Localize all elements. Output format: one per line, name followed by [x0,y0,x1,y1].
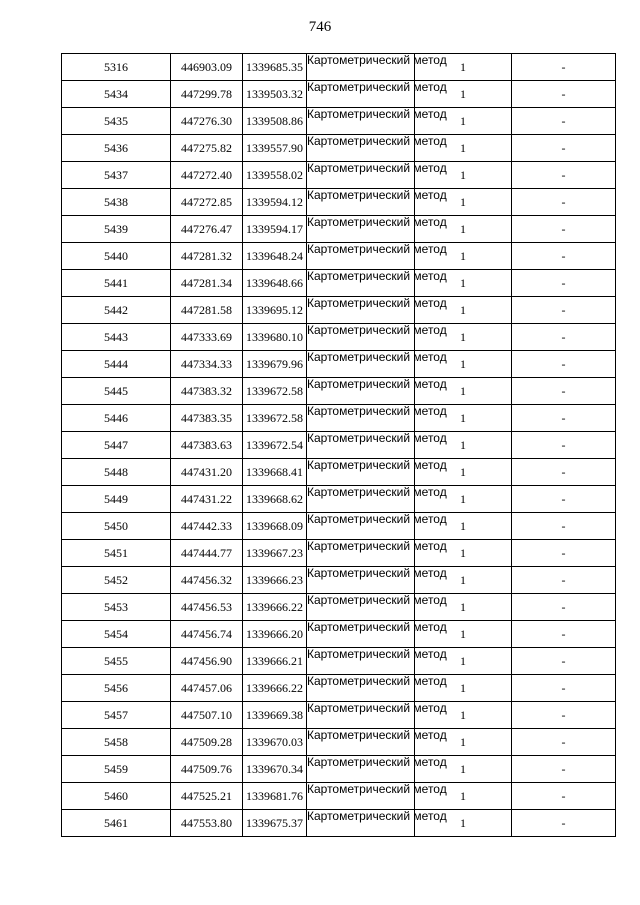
table-row [62,783,616,810]
accuracy-cell: 1 [415,675,512,702]
method-text: Картометрический метод [307,809,447,823]
method-cell [307,269,447,297]
table-row [62,135,616,162]
x-coordinate-cell: 447525.21 [171,783,243,810]
y-coordinate-cell: 1339666.22 [243,594,307,621]
y-coordinate-cell: 1339695.12 [243,297,307,324]
accuracy-cell: 1 [415,702,512,729]
table-row [62,54,616,81]
note-cell: - [512,675,616,702]
y-coordinate-cell: 1339666.20 [243,621,307,648]
point-id-cell: 5444 [62,351,171,378]
note-cell: - [512,108,616,135]
x-coordinate-cell: 447442.33 [171,513,243,540]
point-id-cell: 5439 [62,216,171,243]
accuracy-cell: 1 [415,216,512,243]
accuracy-cell: 1 [415,621,512,648]
method-text: Картометрический метод [307,188,447,202]
note-cell: - [512,351,616,378]
y-coordinate-cell: 1339667.23 [243,540,307,567]
method-text: Картометрический метод [307,323,447,337]
method-text: Картометрический метод [307,566,447,580]
y-coordinate-cell: 1339679.96 [243,351,307,378]
x-coordinate-cell: 447272.40 [171,162,243,189]
method-text: Картометрический метод [307,269,447,283]
point-id-cell: 5455 [62,648,171,675]
y-coordinate-cell: 1339670.03 [243,729,307,756]
method-cell [307,782,447,810]
note-cell: - [512,135,616,162]
x-coordinate-cell: 447281.34 [171,270,243,297]
x-coordinate-cell: 447272.85 [171,189,243,216]
accuracy-cell: 1 [415,756,512,783]
method-text: Картометрический метод [307,242,447,256]
accuracy-cell: 1 [415,297,512,324]
method-text: Картометрический метод [307,728,447,742]
table-row [62,675,616,702]
note-cell: - [512,459,616,486]
note-cell: - [512,783,616,810]
accuracy-cell: 1 [415,540,512,567]
y-coordinate-cell: 1339681.76 [243,783,307,810]
method-text: Картометрический метод [307,53,447,67]
point-id-cell: 5438 [62,189,171,216]
y-coordinate-cell: 1339557.90 [243,135,307,162]
note-cell: - [512,81,616,108]
table-row [62,567,616,594]
point-id-cell: 5458 [62,729,171,756]
table-row [62,81,616,108]
table-row [62,729,616,756]
x-coordinate-cell: 447383.32 [171,378,243,405]
point-id-cell: 5445 [62,378,171,405]
accuracy-cell: 1 [415,729,512,756]
accuracy-cell: 1 [415,513,512,540]
method-cell [307,188,447,216]
table-row [62,108,616,135]
method-text: Картометрический метод [307,512,447,526]
x-coordinate-cell: 447456.74 [171,621,243,648]
method-cell [307,512,447,540]
page-number: 746 [308,19,332,35]
method-cell [307,215,447,243]
y-coordinate-cell: 1339648.24 [243,243,307,270]
accuracy-cell: 1 [415,270,512,297]
method-text: Картометрический метод [307,539,447,553]
accuracy-cell: 1 [415,486,512,513]
y-coordinate-cell: 1339648.66 [243,270,307,297]
method-cell [307,377,447,405]
table-row [62,756,616,783]
method-text: Картометрический метод [307,350,447,364]
y-coordinate-cell: 1339675.37 [243,810,307,837]
method-cell [307,404,447,432]
x-coordinate-cell: 447333.69 [171,324,243,351]
note-cell: - [512,486,616,513]
table-row [62,243,616,270]
method-text: Картометрический метод [307,80,447,94]
method-text: Картометрический метод [307,755,447,769]
note-cell: - [512,324,616,351]
method-cell [307,107,447,135]
accuracy-cell: 1 [415,810,512,837]
point-id-cell: 5447 [62,432,171,459]
method-cell [307,728,447,756]
method-cell [307,674,447,702]
accuracy-cell: 1 [415,135,512,162]
method-text: Картометрический метод [307,134,447,148]
y-coordinate-cell: 1339594.17 [243,216,307,243]
note-cell: - [512,702,616,729]
method-cell [307,458,447,486]
x-coordinate-cell: 447456.53 [171,594,243,621]
accuracy-cell: 1 [415,378,512,405]
accuracy-cell: 1 [415,324,512,351]
x-coordinate-cell: 447383.35 [171,405,243,432]
method-cell [307,620,447,648]
x-coordinate-cell: 447456.32 [171,567,243,594]
method-cell [307,539,447,567]
y-coordinate-cell: 1339672.54 [243,432,307,459]
method-text: Картометрический метод [307,647,447,661]
table-row [62,621,616,648]
note-cell: - [512,405,616,432]
note-cell: - [512,243,616,270]
point-id-cell: 5461 [62,810,171,837]
note-cell: - [512,162,616,189]
method-text: Картометрический метод [307,701,447,715]
method-text: Картометрический метод [307,458,447,472]
method-cell [307,431,447,459]
accuracy-cell: 1 [415,783,512,810]
method-cell [307,134,447,162]
point-id-cell: 5316 [62,54,171,81]
note-cell: - [512,756,616,783]
note-cell: - [512,54,616,81]
accuracy-cell: 1 [415,567,512,594]
note-cell: - [512,648,616,675]
table-row [62,216,616,243]
table-row [62,810,616,837]
point-id-cell: 5437 [62,162,171,189]
method-text: Картометрический метод [307,107,447,121]
y-coordinate-cell: 1339666.23 [243,567,307,594]
accuracy-cell: 1 [415,594,512,621]
y-coordinate-cell: 1339670.34 [243,756,307,783]
note-cell: - [512,621,616,648]
table-row [62,378,616,405]
accuracy-cell: 1 [415,405,512,432]
x-coordinate-cell: 447281.32 [171,243,243,270]
accuracy-cell: 1 [415,81,512,108]
y-coordinate-cell: 1339668.41 [243,459,307,486]
x-coordinate-cell: 447276.30 [171,108,243,135]
table-row [62,405,616,432]
table-row [62,189,616,216]
note-cell: - [512,432,616,459]
table-row [62,648,616,675]
method-cell [307,80,447,108]
y-coordinate-cell: 1339680.10 [243,324,307,351]
x-coordinate-cell: 446903.09 [171,54,243,81]
point-id-cell: 5443 [62,324,171,351]
method-text: Картометрический метод [307,431,447,445]
coordinates-table [61,53,616,837]
y-coordinate-cell: 1339672.58 [243,405,307,432]
method-text: Картометрический метод [307,296,447,310]
method-cell [307,566,447,594]
x-coordinate-cell: 447456.90 [171,648,243,675]
accuracy-cell: 1 [415,108,512,135]
method-text: Картометрический метод [307,620,447,634]
y-coordinate-cell: 1339685.35 [243,54,307,81]
method-cell [307,242,447,270]
x-coordinate-cell: 447281.58 [171,297,243,324]
method-text: Картометрический метод [307,782,447,796]
table-row [62,540,616,567]
method-text: Картометрический метод [307,161,447,175]
method-cell [307,53,447,81]
y-coordinate-cell: 1339666.22 [243,675,307,702]
table-row [62,459,616,486]
method-cell [307,350,447,378]
point-id-cell: 5446 [62,405,171,432]
accuracy-cell: 1 [415,459,512,486]
point-id-cell: 5436 [62,135,171,162]
method-cell [307,701,447,729]
method-cell [307,296,447,324]
x-coordinate-cell: 447444.77 [171,540,243,567]
method-text: Картометрический метод [307,404,447,418]
y-coordinate-cell: 1339668.09 [243,513,307,540]
note-cell: - [512,270,616,297]
point-id-cell: 5435 [62,108,171,135]
accuracy-cell: 1 [415,162,512,189]
note-cell: - [512,297,616,324]
method-cell [307,323,447,351]
accuracy-cell: 1 [415,189,512,216]
point-id-cell: 5460 [62,783,171,810]
note-cell: - [512,540,616,567]
point-id-cell: 5459 [62,756,171,783]
x-coordinate-cell: 447383.63 [171,432,243,459]
x-coordinate-cell: 447553.80 [171,810,243,837]
method-cell [307,755,447,783]
point-id-cell: 5457 [62,702,171,729]
method-cell [307,809,447,837]
method-cell [307,593,447,621]
table-row [62,432,616,459]
y-coordinate-cell: 1339558.02 [243,162,307,189]
point-id-cell: 5450 [62,513,171,540]
point-id-cell: 5441 [62,270,171,297]
table-row [62,594,616,621]
table-row [62,702,616,729]
x-coordinate-cell: 447275.82 [171,135,243,162]
point-id-cell: 5434 [62,81,171,108]
x-coordinate-cell: 447299.78 [171,81,243,108]
x-coordinate-cell: 447509.76 [171,756,243,783]
x-coordinate-cell: 447334.33 [171,351,243,378]
method-text: Картометрический метод [307,485,447,499]
table-row [62,513,616,540]
point-id-cell: 5451 [62,540,171,567]
method-cell [307,485,447,513]
x-coordinate-cell: 447457.06 [171,675,243,702]
point-id-cell: 5454 [62,621,171,648]
note-cell: - [512,594,616,621]
point-id-cell: 5449 [62,486,171,513]
note-cell: - [512,378,616,405]
table-row [62,351,616,378]
y-coordinate-cell: 1339503.32 [243,81,307,108]
note-cell: - [512,216,616,243]
table-row [62,162,616,189]
x-coordinate-cell: 447509.28 [171,729,243,756]
accuracy-cell: 1 [415,648,512,675]
y-coordinate-cell: 1339672.58 [243,378,307,405]
note-cell: - [512,567,616,594]
x-coordinate-cell: 447431.22 [171,486,243,513]
accuracy-cell: 1 [415,432,512,459]
method-text: Картометрический метод [307,593,447,607]
point-id-cell: 5440 [62,243,171,270]
table-row [62,324,616,351]
method-cell [307,161,447,189]
note-cell: - [512,729,616,756]
note-cell: - [512,810,616,837]
x-coordinate-cell: 447507.10 [171,702,243,729]
y-coordinate-cell: 1339666.21 [243,648,307,675]
accuracy-cell: 1 [415,54,512,81]
accuracy-cell: 1 [415,351,512,378]
method-text: Картометрический метод [307,377,447,391]
table-row [62,270,616,297]
y-coordinate-cell: 1339669.38 [243,702,307,729]
method-text: Картометрический метод [307,215,447,229]
y-coordinate-cell: 1339594.12 [243,189,307,216]
x-coordinate-cell: 447431.20 [171,459,243,486]
coordinates-table-body [62,54,616,837]
point-id-cell: 5456 [62,675,171,702]
x-coordinate-cell: 447276.47 [171,216,243,243]
note-cell: - [512,189,616,216]
accuracy-cell: 1 [415,243,512,270]
point-id-cell: 5442 [62,297,171,324]
point-id-cell: 5452 [62,567,171,594]
y-coordinate-cell: 1339668.62 [243,486,307,513]
y-coordinate-cell: 1339508.86 [243,108,307,135]
table-row [62,486,616,513]
method-cell [307,647,447,675]
note-cell: - [512,513,616,540]
table-row [62,297,616,324]
point-id-cell: 5453 [62,594,171,621]
method-text: Картометрический метод [307,674,447,688]
point-id-cell: 5448 [62,459,171,486]
